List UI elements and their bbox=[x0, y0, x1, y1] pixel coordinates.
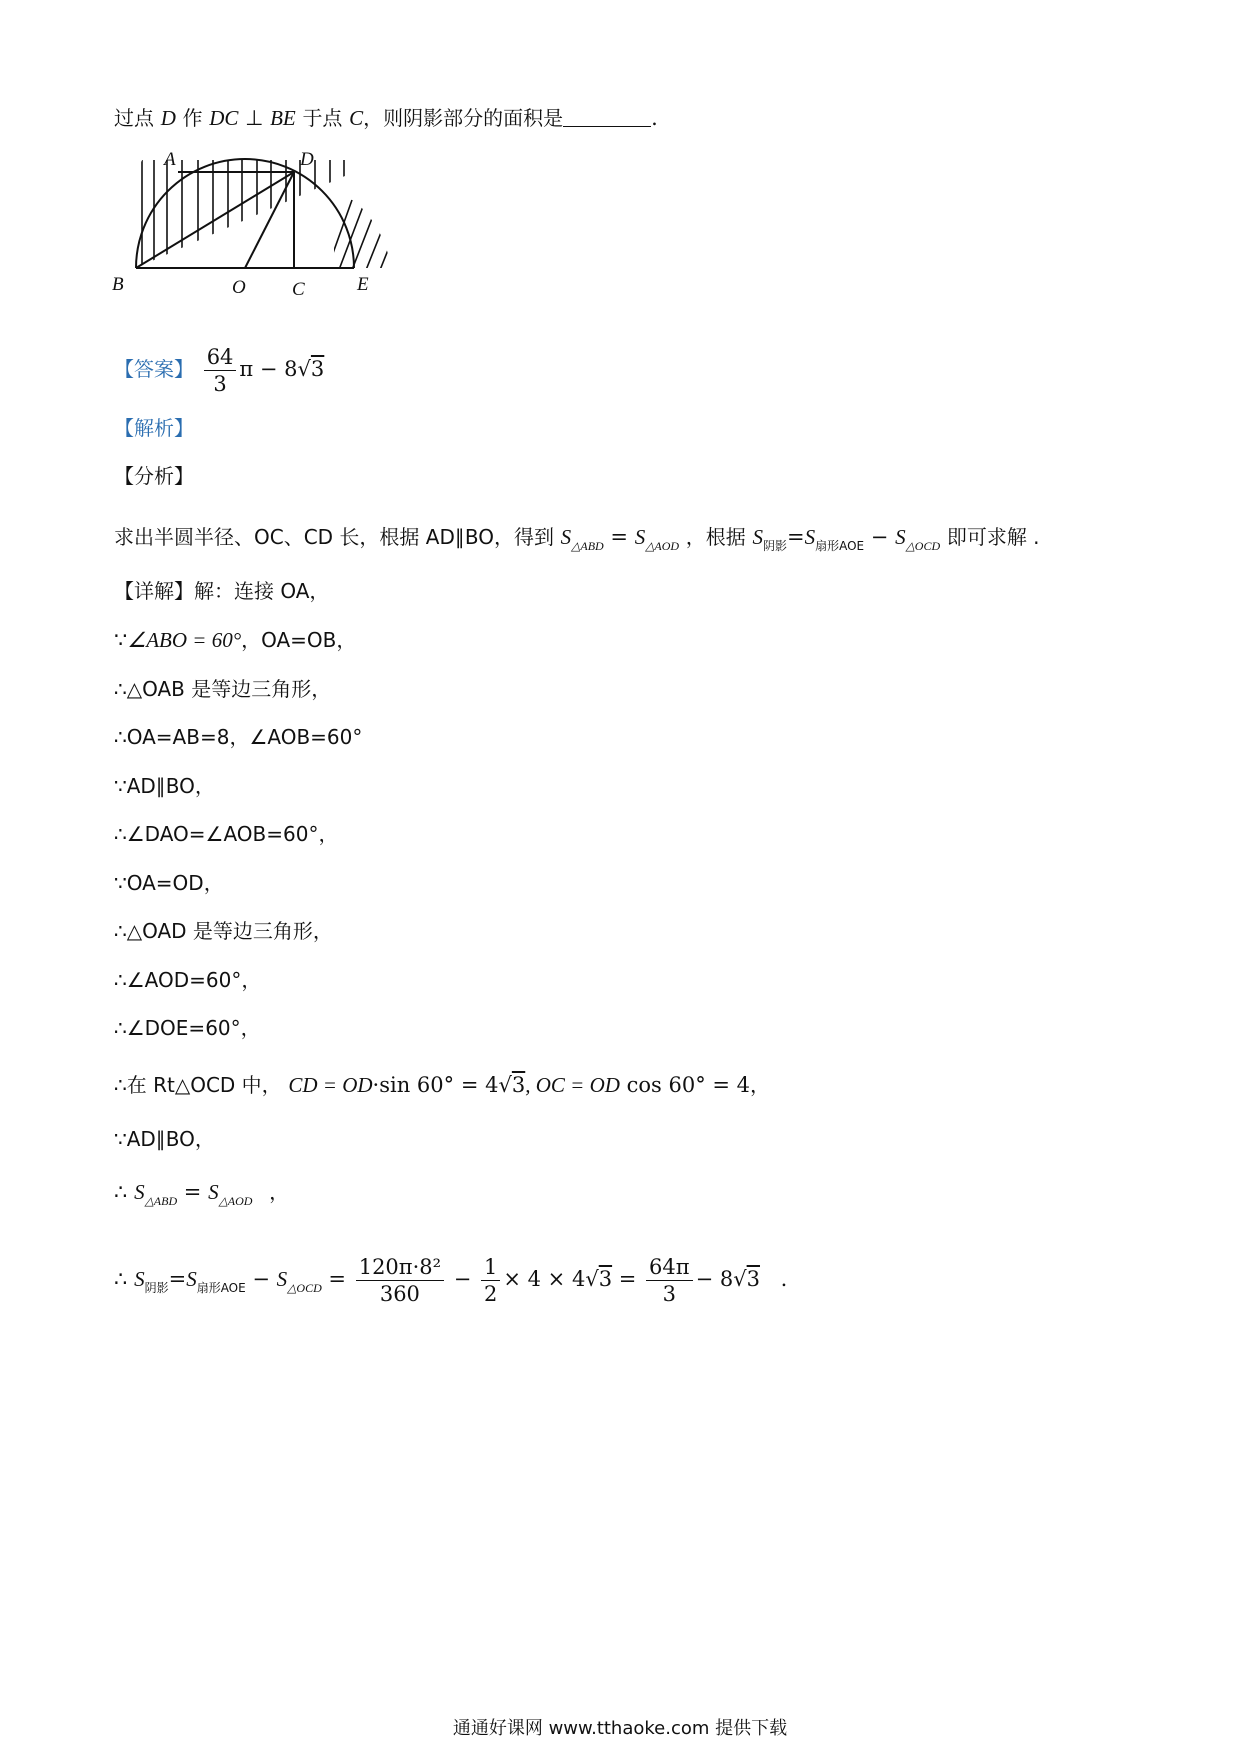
detail-tag: 【详解】 bbox=[114, 579, 194, 603]
label-d: D bbox=[300, 150, 314, 170]
radicand: 3 bbox=[511, 1073, 526, 1097]
period: . bbox=[780, 1267, 788, 1291]
fraction-denominator: 360 bbox=[379, 1282, 420, 1306]
analysis-text: 即可求解 . bbox=[946, 525, 1040, 549]
math-expr: sin 60° = 4 bbox=[379, 1073, 499, 1097]
question-period: . bbox=[651, 106, 658, 130]
detail-text: ，OA=OB， bbox=[241, 628, 357, 652]
detail-line-7: ∴△OAD 是等边三角形， bbox=[114, 919, 333, 943]
sector-fraction bbox=[356, 1254, 444, 1307]
area-subscript: 扇形AOE bbox=[815, 539, 865, 553]
answer-blank bbox=[563, 106, 651, 127]
math-expr: × 4 × 4 bbox=[503, 1267, 586, 1291]
fenxi-tag: 【分析】 bbox=[114, 464, 194, 488]
area-subscript: △AOD bbox=[218, 1194, 253, 1208]
perp-symbol: ⊥ bbox=[245, 106, 264, 130]
area-subscript: △OCD bbox=[287, 1281, 322, 1295]
detail-intro bbox=[114, 576, 329, 606]
answer-denominator: 3 bbox=[213, 372, 227, 396]
radicand: 3 bbox=[598, 1267, 613, 1291]
detail-line-12 bbox=[114, 1177, 289, 1216]
detail-line-2: ∴△OAB 是等边三角形， bbox=[114, 677, 332, 701]
detail-line-9: ∴∠DOE=60°， bbox=[114, 1016, 261, 1040]
area-symbol: S bbox=[895, 525, 906, 549]
area-subscript: 扇形AOE bbox=[196, 1281, 246, 1295]
detail-line-4: ∵AD∥BO， bbox=[114, 774, 215, 798]
label-o: O bbox=[232, 277, 246, 298]
equals-sign: = bbox=[786, 525, 805, 549]
label-e: E bbox=[357, 274, 369, 295]
point-label: C bbox=[349, 106, 364, 130]
minus-sign: − bbox=[245, 1267, 277, 1291]
separator-bar: · bbox=[372, 1073, 380, 1097]
detail-line-1 bbox=[114, 625, 356, 655]
area-subscript: △AOD bbox=[645, 539, 680, 553]
semicircle-arc bbox=[136, 159, 354, 268]
area-symbol: S bbox=[134, 1267, 145, 1291]
fraction-denominator: 3 bbox=[662, 1282, 676, 1306]
segment-hatching bbox=[142, 160, 344, 280]
angle-expr: ∠ABO = 60° bbox=[127, 628, 242, 652]
area-subscript: △OCD bbox=[905, 539, 941, 553]
analysis-text: ，根据 bbox=[685, 525, 746, 549]
area-symbol: S bbox=[208, 1180, 219, 1204]
segment-label: DC bbox=[209, 106, 239, 130]
area-symbol: S bbox=[804, 525, 816, 549]
area-subscript: △ABD bbox=[144, 1194, 178, 1208]
equals-sign: = bbox=[168, 1267, 187, 1291]
equals-sign: = bbox=[177, 1180, 209, 1204]
segment-label: BE bbox=[270, 106, 296, 130]
analysis-line bbox=[114, 522, 1040, 561]
question-text: 于点 bbox=[302, 106, 343, 130]
detail-line-5: ∴∠DAO=∠AOB=60°， bbox=[114, 822, 339, 846]
point-label: D bbox=[160, 106, 176, 130]
math-expr: − 8 bbox=[695, 1267, 734, 1291]
math-expr: CD = OD bbox=[288, 1073, 373, 1097]
fraction-numerator: 120π·8² bbox=[356, 1254, 444, 1281]
fraction-numerator: 64π bbox=[646, 1254, 693, 1281]
jiexi-tag: 【解析】 bbox=[114, 416, 194, 440]
math-expr: , OC = OD bbox=[525, 1073, 620, 1097]
area-symbol: S bbox=[134, 1180, 145, 1204]
detail-text: ， bbox=[750, 1073, 770, 1097]
answer-numerator: 64 bbox=[204, 344, 237, 371]
question-text: ，则阴影部分的面积是 bbox=[363, 106, 564, 130]
therefore-symbol: ∴ bbox=[114, 1180, 128, 1204]
equals-sign: = bbox=[612, 1267, 644, 1291]
detail-text: ， bbox=[269, 1180, 290, 1204]
fraction-numerator: 1 bbox=[481, 1254, 500, 1281]
minus-sign: − bbox=[864, 525, 896, 549]
equals-sign: = bbox=[321, 1267, 353, 1291]
fraction-denominator: 2 bbox=[484, 1282, 498, 1306]
detail-intro-text: 解：连接 OA， bbox=[194, 579, 330, 603]
geometry-figure bbox=[112, 150, 432, 320]
half-fraction bbox=[481, 1254, 500, 1307]
question-text: 过点 bbox=[114, 106, 154, 130]
result-fraction bbox=[646, 1254, 693, 1307]
page-footer: 通通好课网 www.tthaoke.com 提供下载 bbox=[452, 1718, 788, 1739]
area-subscript: △ABD bbox=[571, 539, 604, 553]
answer-tail: π − 8 bbox=[239, 357, 298, 381]
answer-radicand: 3 bbox=[310, 357, 325, 381]
detail-line-10: ∴在 Rt△OCD 中， CD = OD·sin 60° = 4√3, OC = OD cos 60° = 4， bbox=[114, 1073, 770, 1097]
area-symbol: S bbox=[276, 1267, 288, 1291]
area-symbol: S bbox=[634, 525, 646, 549]
answer-line: 【答案】 $\frac{64}{3}$ π − 8√3 bbox=[114, 345, 325, 396]
label-a: A bbox=[164, 150, 176, 170]
radicand: 3 bbox=[746, 1267, 760, 1291]
question-line bbox=[114, 103, 658, 133]
detail-line-8: ∴∠AOD=60°， bbox=[114, 968, 262, 992]
answer-tag: 【答案】 bbox=[114, 357, 194, 381]
detail-line-11: ∵AD∥BO， bbox=[114, 1127, 215, 1151]
therefore-symbol: ∴ bbox=[114, 1267, 128, 1291]
answer-fraction bbox=[204, 344, 237, 397]
label-c: C bbox=[292, 279, 305, 300]
detail-line-3: ∴OA=AB=8，∠AOB=60° bbox=[114, 725, 363, 749]
analysis-text: 求出半圆半径、OC、CD 长，根据 AD∥BO，得到 bbox=[114, 525, 554, 549]
question-text: 作 bbox=[182, 106, 203, 130]
area-symbol: S bbox=[560, 525, 572, 549]
detail-line-13: ∴ $S_{阴影}=S_{扇形AOE} - S_{\triangle OCD}$ = $\frac{\text{120π·8²}}{360}$ − $\frac{1}{2}$ × 4 × 4√3 = $\frac{64\pi}{3}$ − 8√3 . bbox=[114, 1255, 788, 1306]
label-b: B bbox=[112, 274, 124, 295]
area-symbol: S bbox=[186, 1267, 197, 1291]
area-subscript: 阴影 bbox=[762, 539, 787, 553]
equals-sign: = bbox=[603, 525, 635, 549]
area-subscript: 阴影 bbox=[144, 1281, 169, 1295]
detail-text: ∴在 Rt△OCD 中， bbox=[114, 1073, 282, 1097]
math-expr: cos 60° = 4 bbox=[626, 1073, 750, 1097]
area-symbol: S bbox=[752, 525, 763, 549]
minus-sign: − bbox=[447, 1267, 478, 1291]
detail-line-6: ∵OA=OD， bbox=[114, 871, 224, 895]
right-hatching bbox=[327, 185, 422, 275]
because-symbol: ∵ bbox=[114, 628, 128, 652]
